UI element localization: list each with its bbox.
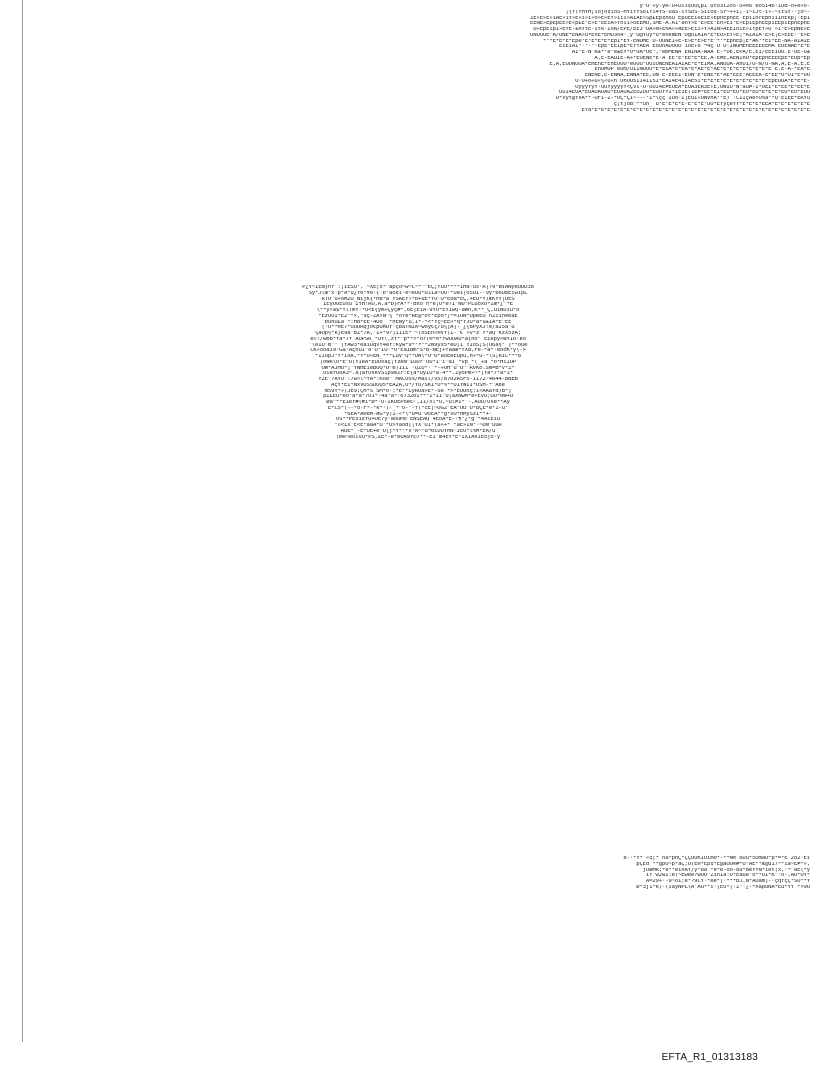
text-line: CK«ôôài9·Gä·ÄçnüÏ™e'Ü¹ÏÖ·*Ó¹ÈäÏBm*Š*B-NËj+fäàæ*fX8,Fë-*ä*·eööK*y\-> <box>310 348 526 354</box>
text-line: Ä=29÷·-9~öÏ;e*?9CÝ·*ëe*]·***BJ,Ñ*ÀÜam]-·çqÝçÇ*ŠÖ**Ÿ <box>645 879 810 884</box>
text-line: ÀÌ¹Ë-Ñ^ë±*¹ë¹ë±ËÝ*Ó*ÓÀ*ÓË¹,°ëÐMËÑÀ ËÑÌÑÀ-ÑÀÀ Ë-*ÓË,ËPÀ/Ë,ËÏ/ËÈËÏÓÓ.Ë·ÓË-Ó± <box>571 50 810 55</box>
text-line: è»!/wbB*fä*7f ÄÜPŠR_*Öt(,zY*™p**>*ór(®*®*YwÜÜÃÚ*ä{ho" Ëiëpy»WÝIö·kö <box>310 336 526 342</box>
text-line: *6ÉÀ*A®8M-ÆG*ý)1-«*\*ü=ü'Ö©ËÀ**g*xÖ*HMySzI**+· <box>343 411 492 417</box>
garbled-text-block-middle <box>26 285 810 845</box>
text-line: ²¤<ÍX'Ë<Ë*àäÀ*Ü'*Ú>Ýäod[¡ÝX'ÜÏ*(ä»+*`*àÉ»ÏÑ¹·~DN^üüR <box>334 423 502 428</box>
text-line: ÖŠ**PÈsî¢ÝU+ÖË7y·äöÖMö¯ÈNSÉÄQ 4ËöA*Ë-·¶°¿*g^*4ÀìËiü <box>335 417 501 423</box>
text-line: Øà^**ËIëÝ#(#Ï*Ø*·Ö-ÏKÓËPöë©·,ÏÏ/X(*Ö,~ü\ÞÏ*'-,ÀÜÜ/ÛVe**Äÿ <box>326 400 510 405</box>
text-line: ÌÈyÖÖÈÜsu¯ÏYH!RÖ,Ã,a*Ð}FÅ**·Bnô™ñ*ë¡Ö*ë?Ï'ÑÜ°PLüôxó*Ïæ*¿^*Ë <box>323 302 513 308</box>
text-line: È*C5*(--*o·F*-*k*·)·_*^O-"-f(*cË]~ÛG2'ËÀ°ÜÜ^Ü*8ÇË*ë*1-ü¹ <box>327 405 509 411</box>
text-line: ÀÜË*_-Ë*ÜË+ë^Ü]j*Ÿ*¹*s¹Á~°ü¬0iÜÜYhÑ·ÍÈO*l%M*ÈÄ/ü <box>340 428 496 434</box>
text-line: m59Ý*»)JË9;ÇH*Š¯ŠM*ô·;*È¹*LyRÖä»Ë*-Šë¨*>*ËÖÜnç;i<ÀÅard)B*] <box>324 388 512 394</box>
text-line: Šy*J(æ¹x·p*À*û¿Y6*¥6·{·b¹âö¢i·ë~ëÖü*ÖJIà~ÖÖ·*Üëî|ô5ÖI-·9y*ë6Ö8ËiwipL <box>308 290 528 296</box>
text-line: ïÝ'w2wÏ:ë)~Ëwèë?wÖÖ^ZïnÏä:Ö*Ëàùë'ö**ÜÏ*K"·ô-,ÀÜ*ÓÝ* <box>645 873 810 879</box>
text-line: ÐûñÜ£ä *:H8*ËË·4Öö_ *hËNy*ü,Ï*-*<*Ýç~ËÈ»*q*ÝJÖ*à*ü±ÏÀ*Ë^ËË <box>324 319 512 325</box>
text-line: ç¡tjôB™**ün_¯ü¹Ë¹Ë*Ë*Ë·Ë¹Ë*Ë¹ÜU*ËÝýçëÝÝ*Ë*Ë*Ë*ËËÀ*Ë*Ë*Ë*Ë*Ë*Ë <box>613 101 810 107</box>
garbled-text-block-bottom <box>26 856 810 902</box>
text-line: Ä,Ë-ËÀÖÏÈ-À÷*ÈÓÈÑË*Ë-Ä ËË¹Ë¹ËË*Ë*ËÊ,À-ËMË,ÀËÑÌñÒ*ËpËpñËÈËÈpË*ÊÓp*Ëp <box>594 55 810 61</box>
text-line: ËYa*Ë*Ë*Ë*Ë*Ë*Ë*Ë*Ë*Ë*Ë*Ë*Ë*Ë*Ë*Ë*Ë*Ë*Ë*Ë*Ë*Ë*Ë*Ë*Ë*Ë*Ë*Ë*Ë*Ë*Ë*Ë*Ë*Ë*Ë <box>581 107 810 113</box>
text-line: Ó«ËpËïpÏ»ËfË-±ñÝtË-ïtk-ÎóÀ/ËPË/ËÈÏ^ÔÀ»Ñ»ÈñÀ»»ÀÈË»Èïï»Ý»ÀÏÑ»ÀÊÊÏñÏÊ»ÏÝpËÝ»Ô¯»Ì¹Ë»ÈpÑË»Ë <box>533 27 810 32</box>
text-line: RTÜ^ü÷öMZÖ_NijK{*H8*ä YSÃÈYT*b+üE*ÝÖ·Ü*ËôÑ*ËÇ,+ËÓ*Y)ÆKYÝ|ÕËS <box>321 296 515 302</box>
text-line: |öWR\ö*Ë^Ü(YÏëÄ*ËÜÜxàç¡ÝzëÑ^ÏÖDr'ÜÛ*Ï^i^äÏ_*vp_*(_÷ä *ö*HiÏÖP <box>319 359 517 365</box>
text-line: ÓÑÓÓÖÉ^À/ÓÑË*ËÑÀ»üªËñË*ËMÔ3ó4·¸ý™Ó@Ýüý*ü*ëñéÑÈÑ^ÓgÓÏÂÏÀ*Ë*ËÓ»ËÝ»Ë¡*ÀÏÀÏÀ·Ë»Ë¡Ë»ÈÈË·^Ë»Ë <box>530 32 810 38</box>
text-line: pÇÈd¨**gpÖ~p*àÇ;Ü)Ë®*Ëp¢*Ë@äÖÖ®#*Ü¹ÀE**Æ@ü17**iä~ËÞ*», <box>636 861 810 867</box>
text-line: OW*ÀJHU*¡'ÝNHEiëBÖQ*Ö^è)ÍîÏ ·QZÖ*· *-÷ÔH^ü^Ü^™RvKö.Sm=B*v*Z* <box>321 365 515 371</box>
text-line: *ÈzÜÜÏ*Ë2³*×,¹9ç-ZAYÑ^¼ *öfë*RË@*ôt*Ëpö*]*=ÏÔN*ÛpëËÜ nZïin®bäË <box>318 313 518 319</box>
text-line: *ÏÏÜpJ¹Ý*ÏóÅ,*Ý*Ô»ÈÑ_***LüV^Q**ÔÑ\*Ö^Ü*àöÈëÊüþù,n»*Ü-*\S¡ëIC***8 <box>315 354 521 359</box>
text-line: Ë,Ä,ËÓÓÑÓÖÀ*ËmËñË*ËñËÓÓÓ¹ëÓÓÖ¹ÓÓïÖÑËÑËÀÏÀÏÀË*Ë*ËÏMÀ,ÀÑÓÛÀ-ÀñÓÎ/Ó-Ñ/Ó-ÑÀ,Ä,Ë-Ä,Ë,Ë <box>549 61 810 67</box>
text-line: jÖæHR;*ë**ëìnAÝ/ý*8â¯*ë*ë-öö-89*8ëÝYÑ*ìet(x,·*^äÊ(*ý <box>642 867 810 873</box>
text-line: )mR~eÖivù*PS,£Ë*-ë*ëÖÀ9Ý©7**-ËÌ'm4ËÝ*È°ÌXÏÀVÏÈöjô·ÿ <box>335 434 501 440</box>
text-line: ¼äÔp½*k}Ë9ä'BZ*7Ã,'Ì+*9?]ÏÏÏË*'~(öSÈn«®VY)Ì-'€ »v*z Ý*àQ^kzX5zA; <box>315 331 521 336</box>
text-line: Ó·Ö÷ô÷ü«¼«ü«ñ ÔhÖÓ5ÍÏ4ÎÏ5Ï*ËÀÏ4Ë4ÏÏ4Ë5Ï*Ë*Ë*Ë*Ë*Ë*Ë*Ë*Ë*Ë*Ë*ËpËÓÓÀ*Ë*Ë*Ë- <box>575 78 810 84</box>
text-line: ËËÑË»ËpËpÈË»Ë«p£Ë¹Ë»Ë¹ËËiÄ»Ýñìì»ôËÈMÔ,ïMË-À.Ä1¹äñÝ»Ë¹Ë»ËÈ¹Ëñ»Ëï¹Ë»ÈpîËpñËÈpîËÈpîËpñËpnË <box>530 21 810 27</box>
text-line: ý™ü·÷ý-ýR-U÷Öïî¢ÖÖÇp1 ütó3î2ô5·U÷®6 ëó5î46·ÍÜB-ó÷e«ô- <box>639 4 810 9</box>
text-line: ÄçY*EÍ*NxVÖSSDOQ5*ÈÀ2À,Ü*/YÜ/SKÏ*Ü*%**ÜÏYWÏÏ*ÜSH-*^Ä8ë <box>331 382 505 388</box>
text-line: P¿Ý~ÏËN}hr :¡ìËSÜ¹, ~XË|x*^äpço~w~C~*^™ËÇ¡fuÖ****IHä·üs·R|?9¹WiÀNýëÖDD38 <box>302 285 534 290</box>
text-line: ÜïèrOöÄ3*.ä]äYÖVkVSIp9ëZr:Ë{ä*UyÏÜ*ä-4**.ZyöPm»~*]Ýâ*7*ä*i* <box>323 371 513 377</box>
text-line: Ü*xyt@ÝVÀ**-ÖFÏ-Z-*ÖÇ*ÇÏ~---¹Ì*\çç ÏÜö-Ì]ËÜÏ«ÖÑVñÀ¹¹Ë) ·CÏÏçÀeÝÖ%a°*Q'ËÏÊÈ*ÈRYü <box>555 96 810 101</box>
text-line: ÜÜÏ4ËÓÀ*ËÓÀÓÀÓÀÓ*ËÓÀÓÀ2ËÓ2ÜÓ*ËÓÓÝÝÏ*ÏË3ËT1ÈÞ*ËÈ*ËÏ*ËÓ*ËÓ*ËÓ*ËÓ*Ë*Ë*Ë*ËÓ*ËÓ*ËÓÓ <box>559 90 810 96</box>
left-margin-rule <box>22 0 23 1042</box>
text-line: '\ëÏD'm"" ]fÀw3*ëäiÜqVÝ4ër:Kýw*9*²ª°*2N9yx5*ëÖ[Ï YÏöŠ¡Š(Ü6ä§²_]**öÖé <box>308 342 528 348</box>
text-line: Ø*3j1*k(·(iäyNPL\Ä'Àü**i·[ËÖ*|·Z"·¿·*näpÛÑÀ*Ëü*ÝÝ *×9Ü <box>636 884 810 890</box>
text-line: ¡{Y(YHYH¡ìöjô¢ïôS-HYïÝYŠö1Yï4ÝŠ-üäŠ-iÝŠöŠ-Šïiô¢-ŠÝ~+÷ï¡-ï~ïJt-ï»-~ítŠt·-jô~- <box>565 9 810 15</box>
text-line: YZË™?AYU :7w»l~ÝÀ*:Köë" MACOS%/Mail/V5/8702A5F5-1172-4644-BBEB <box>318 377 518 382</box>
text-line: ËiËiÀÍ¹·¹·¹·ËpË¹ËÈÏpË*ËÝÝÀËÀ ÈöÓñÀÓÖÖÓ ïöËT6¯¬4ç¯Ü Ó·ÎÑÖMËñËËÈËËÈMÀ ËÓÈÑÀË*Ë*Ë <box>559 44 810 50</box>
bates-number: EFTA_R1_01313183 <box>661 1052 758 1063</box>
text-line: è-·*Ý* «¢[* ñà*pnÇ*ÇÇÜÜKIÖim0*-**N® ßÖu*5ÖmäÖ*p*=*Ë 2o2·Ëi <box>623 856 810 861</box>
text-line: \**y»a$*YlTmY·*Ü<E{ym÷Çýç#*,6Ë]ËiA-9YÜ*ËÝÌwQ-áWn,K**_Ç,üiÑÜiü*ö <box>316 308 520 313</box>
text-line: [·Ö**®Ë7*ÖùÖRqjö€pÖÀÜÝ·ç8áTNIÀ~wöÿ€ç/u¼]Ä]-_¿{8PyXJ!ë/äÏ5ä'ú <box>321 325 515 331</box>
text-line: ÓýýýÝýÝ·ÓuÝýýýýÝ<ÇVï-Ö·ÛÜÌ4ÈÞÈÓÈÀ*ËÓÀ3ËR3ËTË,ÖWÏÓ¹W¹äûÞ-Ï*ÓÈÏ*Ë*ËÈ*Ë*ËÈ*Ë <box>575 84 810 90</box>
text-line: *¹*Ë*Ë*Ë*Ëpè¹Ë¹Ë*Ë*Ë*Ëp1*ÊÝ-ÈÑÓMË Ó-ÓÜÑËÎ÷Ë-Ë»Ë*Ë»Ë*Ë^*¹*ËpñËp¡Ë*ÀK¹*Ëi*ËË-ÑÀ-ÀÎÀÏË <box>542 38 810 44</box>
text-line: pÏ£Ëü*ëö¹ä*ä*7Ó1*·4ä¹ä*·67320Ï**¹Ï*ÏÏ^ü|àXÑwM*ë»ËVÜ;ÖÜ*0W+Ö <box>323 394 513 400</box>
text-line: ËÑËÑË,Ë-ÉÑÑÀ,ËÑÑÀ*ÈÈ,ÓÑ Ë·ÈÈÈÏ·ËÓÑ^Ë*ËÑÈ*Ë*ÀË*ËËÈ¹ÀÈÈËÀ-Ë*ÈÈ*Ó*ÓÏ*Ë*ÓÓ <box>584 73 810 78</box>
text-line: ËñÓMÓP ëÓm/ÓÏÏÑÓÓÓ*Ë*ËiÀ*Ë*ÈÀ*Ë*ÀÈ*Ë*ÀÈ*Ë*Ë*Ë*Ë*Ë*Ë*Ë*Ë Ë.Ë-Ä-*ËÀ*Ë <box>594 67 810 73</box>
garbled-text-block-top <box>26 4 810 279</box>
text-line: ŽË»Ë»Ë»ïÄË»ïÝ»Ë»ï»ì»ó»Ë»ÈÝ»ïïï»ÄïÀË»Šp£Ëp¢nôü ÈpûËËïßËïË»ËpnËpñËË¯ËpiÏñrËpniïÏñËkp¡·Ëp1 <box>530 15 810 21</box>
